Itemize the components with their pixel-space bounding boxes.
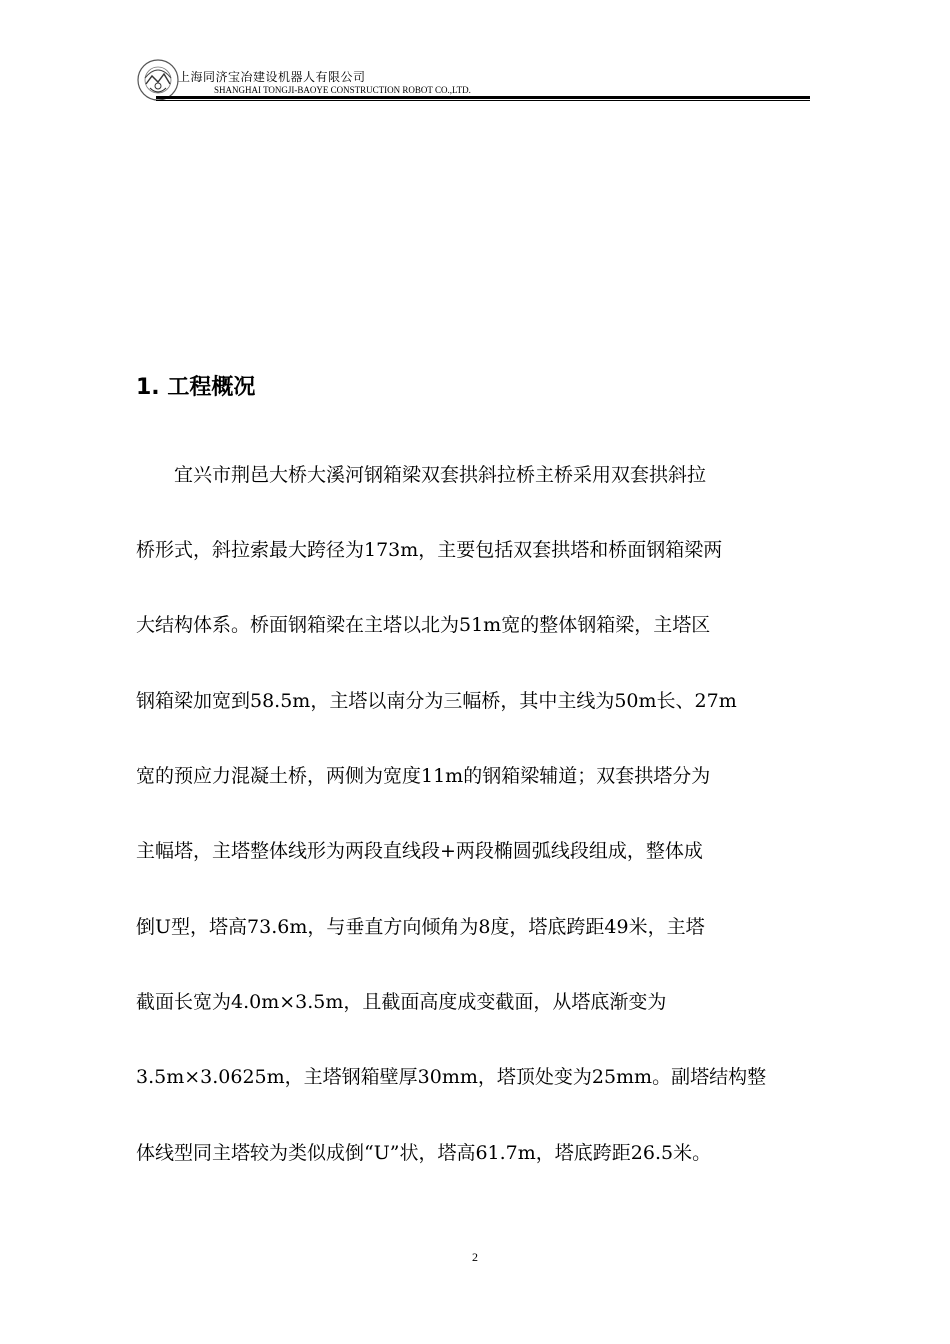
paragraph-line-6: 主幅塔，主塔整体线形为两段直线段+两段椭圆弧线段组成，整体成 <box>136 840 703 862</box>
paragraph-line-5: 宽的预应力混凝土桥，两侧为宽度11m的钢箱梁辅道；双套拱塔分为 <box>136 765 711 787</box>
company-name-cn: 上海同济宝冶建设机器人有限公司 <box>178 70 366 84</box>
header-rule <box>156 96 810 99</box>
paragraph-line-4: 钢箱梁加宽到58.5m，主塔以南分为三幅桥，其中主线为50m长、27m <box>136 690 737 712</box>
paragraph-line-7: 倒U型，塔高73.6m，与垂直方向倾角为8度，塔底跨距49米，主塔 <box>136 916 705 938</box>
company-name-en: SHANGHAI TONGJI-BAOYE CONSTRUCTION ROBOT CO.,LTD. <box>214 85 471 95</box>
paragraph-line-2: 桥形式，斜拉索最大跨径为173m，主要包括双套拱塔和桥面钢箱梁两 <box>136 539 723 561</box>
paragraph-line-10: 体线型同主塔较为类似成倒“U”状，塔高61.7m，塔底跨距26.5米。 <box>136 1142 712 1164</box>
paragraph-line-3: 大结构体系。桥面钢箱梁在主塔以北为51m宽的整体钢箱梁，主塔区 <box>136 614 711 636</box>
paragraph-line-1: 宜兴市荆邑大桥大溪河钢箱梁双套拱斜拉桥主桥采用双套拱斜拉 <box>136 464 707 486</box>
page-header <box>136 58 810 102</box>
header-rule-thin <box>156 100 810 101</box>
paragraph-line-8: 截面长宽为4.0m×3.5m，且截面高度成变截面，从塔底渐变为 <box>136 991 667 1013</box>
page-number: 2 <box>472 1250 478 1264</box>
paragraph-line-9: 3.5m×3.0625m，主塔钢箱壁厚30mm，塔顶处变为25mm。副塔结构整 <box>136 1066 767 1088</box>
section-heading: 1. 工程概况 <box>136 375 256 400</box>
